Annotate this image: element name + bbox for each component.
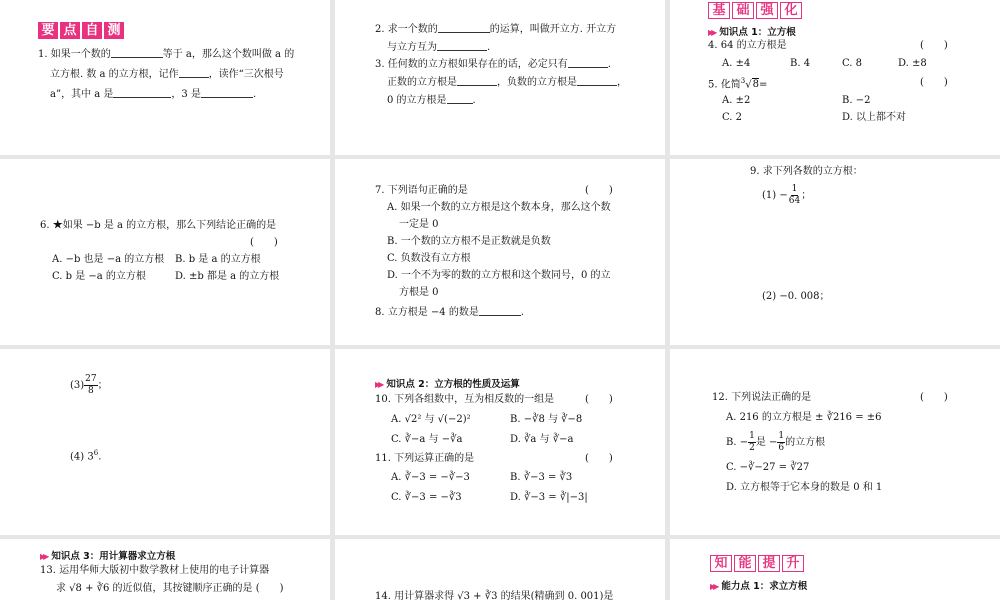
answer-paren: ( )	[585, 185, 613, 196]
answer-paren: ( )	[920, 77, 948, 88]
header-char: 提	[758, 555, 780, 572]
option-d: D. ∛a 与 ∛−a	[510, 434, 574, 445]
section-header-ability	[710, 555, 804, 572]
option-a: A. 216 的立方根是 ± ∛216 = ±6	[726, 412, 882, 423]
header-char: 要	[38, 22, 58, 39]
header-char: 测	[104, 22, 124, 39]
option-a: A. 如果一个数的立方根是这个数本身，那么这个数	[387, 202, 611, 213]
header-char: 自	[82, 22, 102, 39]
option-a-continued: 一定是 0	[399, 219, 439, 230]
question-2-line-1: 2. 求一个数的 的运算，叫做开立方. 开立方	[375, 24, 617, 35]
option-a: A. √2² 与 √(−2)²	[391, 414, 471, 425]
question-6: 6. ★如果 −b 是 a 的立方根，那么下列结论正确的是	[40, 220, 277, 231]
section-header-basics	[708, 2, 802, 19]
header-char: 知	[710, 555, 732, 572]
section-header-key-points	[38, 22, 124, 39]
slide-questions-2-3	[335, 0, 665, 155]
option-b: B. b 是 a 的立方根	[175, 254, 261, 265]
knowledge-point-3: ▶▶ 知识点 3：用计算器求立方根	[40, 551, 176, 562]
option-a: A. −b 也是 −a 的立方根	[52, 254, 165, 265]
header-char: 强	[756, 2, 778, 19]
question-9-part-2: (2) −0. 008；	[762, 291, 830, 302]
option-d: D. ±8	[898, 58, 927, 69]
arrow-icon: ▶▶	[40, 552, 47, 561]
question-10: 10. 下列各组数中，互为相反数的一组是	[375, 394, 555, 405]
header-char: 能	[734, 555, 756, 572]
header-char: 基	[708, 2, 730, 19]
question-12: 12. 下列说法正确的是	[712, 392, 812, 403]
question-3-line-2: 正数的立方根是 ，负数的立方根是 ，	[387, 77, 627, 88]
arrow-icon: ▶▶	[710, 582, 717, 591]
header-char: 化	[780, 2, 802, 19]
question-13-continued: 求 √8 + ∛6 的近似值，其按键顺序正确的是 ( )	[56, 583, 284, 594]
option-c: C. ∛−3 = −∛3	[391, 492, 462, 503]
option-b: B. −∛8 与 ∛−8	[510, 414, 583, 425]
slide-question-9-continued	[0, 349, 330, 535]
question-8: 8. 立方根是 −4 的数是 .	[375, 307, 525, 318]
option-c: C. 2	[722, 112, 743, 123]
slide-question-12	[670, 349, 1000, 535]
question-1-line-1: 1. 如果一个数的 等于 a，那么这个数叫做 a 的	[38, 49, 295, 60]
option-c: C. ∛−a 与 −∛a	[391, 434, 463, 445]
slide-basics	[670, 0, 1000, 155]
option-b: B. − $\frac{1}{2}$ 是 − $\frac{1}{6}$ 的立方根	[726, 431, 826, 453]
answer-paren: ( )	[250, 237, 278, 248]
option-a: A. ∛−3 = −∛−3	[391, 472, 470, 483]
question-14: 14. 用计算器求得 √3 + ∛3 的结果(精确到 0. 001)是	[375, 591, 614, 600]
knowledge-point-ability-1: ▶▶ 能力点 1：求立方根	[710, 581, 808, 592]
answer-paren: ( )	[920, 392, 948, 403]
header-char: 础	[732, 2, 754, 19]
header-char: 升	[782, 555, 804, 572]
option-b: B. 一个数的立方根不是正数就是负数	[387, 236, 551, 247]
option-b: B. ∛−3 = ∛3	[510, 472, 573, 483]
option-c: C. 负数没有立方根	[387, 253, 471, 264]
option-d-continued: 方根是 0	[399, 287, 439, 298]
option-d: D. ±b 都是 a 的立方根	[175, 271, 280, 282]
question-9-part-3: (3) $\frac{27}{8}$ ；	[70, 374, 108, 396]
answer-paren: ( )	[585, 394, 613, 405]
option-c: C. 8	[842, 58, 863, 69]
question-1-line-2: 立方根. 数 a 的立方根，记作 ，读作“三次根号	[50, 69, 284, 80]
question-7: 7. 下列语句正确的是	[375, 185, 468, 196]
option-d: D. 以上都不对	[842, 112, 907, 123]
question-4: 4. 64 的立方根是	[708, 40, 787, 51]
question-11: 11. 下列运算正确的是	[375, 453, 475, 464]
answer-paren: ( )	[920, 40, 948, 51]
option-d: D. 一个不为零的数的立方根和这个数同号，0 的立	[387, 270, 611, 281]
option-c: C. b 是 −a 的立方根	[52, 271, 146, 282]
option-d: D. 立方根等于它本身的数是 0 和 1	[726, 482, 883, 493]
question-1-line-3: a”，其中 a 是 ，3 是 .	[50, 89, 257, 100]
slide-question-9	[670, 159, 1000, 345]
question-9: 9. 求下列各数的立方根：	[750, 166, 863, 177]
question-3-line-1: 3. 任何数的立方根如果存在的话，必定只有 .	[375, 59, 611, 70]
option-a: A. ±2	[722, 95, 751, 106]
option-d: D. ∛−3 = ∛|−3|	[510, 492, 588, 503]
question-2-line-2: 与立方互为 .	[387, 42, 491, 53]
header-char: 点	[60, 22, 80, 39]
slide-questions-7-8	[335, 159, 665, 345]
option-b: B. 4	[790, 58, 811, 69]
question-3-line-3: 0 的立方根是 .	[387, 95, 476, 106]
question-5: 5. 化简$^3$√8=	[708, 77, 768, 91]
slide-question-13	[0, 539, 330, 600]
slide-questions-10-11	[335, 349, 665, 535]
arrow-icon: ▶▶	[708, 28, 715, 37]
slide-question-6	[0, 159, 330, 345]
answer-paren: ( )	[585, 453, 613, 464]
slide-question-14	[335, 539, 665, 600]
arrow-icon: ▶▶	[375, 380, 382, 389]
slide-ability	[670, 539, 1000, 600]
option-a: A. ±4	[722, 58, 751, 69]
knowledge-point-2: ▶▶ 知识点 2：立方根的性质及运算	[375, 379, 520, 390]
option-c: C. −∛−27 = ∛27	[726, 462, 810, 473]
slide-key-points	[0, 0, 330, 155]
question-9-part-1: (1) − $\frac{1}{64}$ ；	[762, 184, 812, 206]
knowledge-point-1: ▶▶ 知识点 1：立方根	[708, 27, 796, 38]
option-b: B. −2	[842, 95, 871, 106]
question-9-part-4: (4) $3^6$.	[70, 449, 102, 463]
question-13: 13. 运用华师大版初中数学教材上使用的电子计算器	[40, 565, 270, 576]
